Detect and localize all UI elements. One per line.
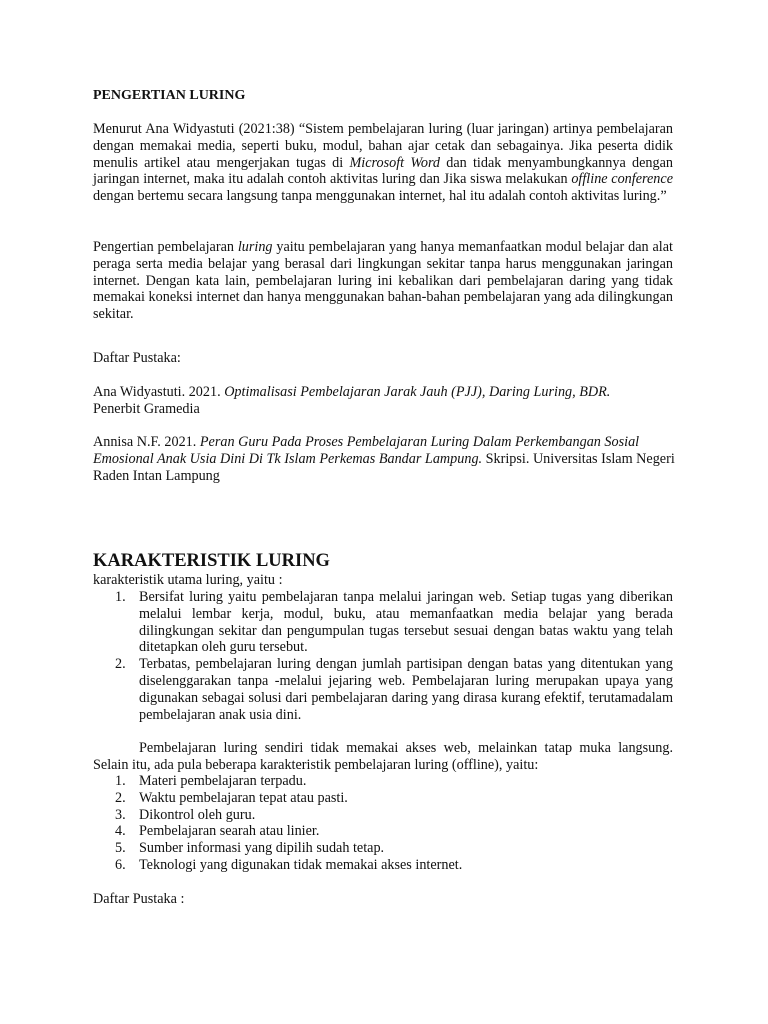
paragraph-definition-luring: Pengertian pembelajaran luring yaitu pembelajaran yang hanya memanfaatkan modul belajar dan alat peraga serta media belajar yang berasal dari lingkungan sekitar tanpa harus menggunakan jaringan internet. Dengan kata lain, pembelajaran luring ini kebalikan dari pembelajaran daring yang tidak memakai koneksi internet dan hanya menggunakan bahan-bahan pembelajaran yang ada dilingkungan sekitar.: [93, 239, 673, 323]
list-item: 1. Materi pembelajaran terpadu.: [115, 773, 307, 789]
offline-characteristics-list: [93, 773, 673, 874]
bibliography-title-1: Daftar Pustaka:: [93, 350, 181, 366]
list-item: 3. Dikontrol oleh guru.: [115, 806, 256, 823]
bibliography-title-2: Daftar Pustaka :: [93, 891, 185, 907]
section-title-pengertian: PENGERTIAN LURING: [93, 88, 246, 103]
list-item: 1. Bersifat luring yaitu pembelajaran tanpa melalui jaringan web. Setiap tugas yang diberikan melalui lembar kerja, modul, buku, atau memanfaatkan media belajar yang berada dilingkungan sekitar dan pengumpulan tugas tersebut sesuai dengan batas waktu yang telah ditetapkan oleh guru tersebut.: [115, 589, 673, 656]
section-title-karakteristik: KARAKTERISTIK LURING: [93, 551, 330, 571]
list-item: 5. Sumber informasi yang dipilih sudah tetap.: [115, 840, 385, 857]
characteristics-list: [93, 589, 673, 723]
paragraph-definition-quote: Menurut Ana Widyastuti (2021:38) “Sistem pembelajaran luring (luar jaringan) artinya pembelajaran dengan memakai media, seperti buku, modul, bahan ajar cetak dan sebagainya. Jika peserta didik menulis artikel atau mengerjakan tugas di Microsoft Word dan tidak menyambungkannya dengan jaringan internet, maka itu adalah contoh aktivitas luring dan Jika siswa melakukan offline conference dengan bertemu secara langsung tanpa menggunakan internet, hal itu adalah contoh aktivitas luring.”: [93, 121, 673, 205]
list-item: 2. Waktu pembelajaran tepat atau pasti.: [115, 789, 348, 806]
italic-term-microsoft-word: Microsoft Word: [349, 154, 441, 171]
list-item: 6. Teknologi yang digunakan tidak memakai akses internet.: [115, 856, 463, 873]
italic-term-luring: luring: [237, 239, 273, 255]
paragraph-luring-offline: Pembelajaran luring sendiri tidak memakai akses web, melainkan tatap muka langsung. Selain itu, ada pula beberapa karakteristik pembelajaran luring (offline), yaitu:: [93, 740, 673, 773]
karakteristik-intro: karakteristik utama luring, yaitu :: [93, 572, 283, 588]
list-item: 4. Pembelajaran searah atau linier.: [115, 823, 320, 840]
reference-item-1: Ana Widyastuti. 2021. Optimalisasi Pembelajaran Jarak Jauh (PJJ), Daring Luring, BDR. Penerbit Gramedia: [93, 384, 611, 417]
italic-term-offline-conference: offline conference: [571, 171, 673, 188]
list-item: 2. Terbatas, pembelajaran luring dengan jumlah partisipan dengan batas yang ditentukan yang diselenggarakan tanpa -melalui jejaring web. Pembelajaran luring merupakan upaya yang digunakan sebagai solusi dari pembelajaran daring yang dirasa kurang efektif, terutamadalam pembelajaran anak usia dini.: [115, 656, 673, 723]
reference-item-2: Annisa N.F. 2021. Peran Guru Pada Proses Pembelajaran Luring Dalam Perkembangan Sosial Emosional Anak Usia Dini Di Tk Islam Perkemas Bandar Lampung. Skripsi. Universitas Islam Negeri Raden Intan Lampung: [93, 434, 675, 484]
